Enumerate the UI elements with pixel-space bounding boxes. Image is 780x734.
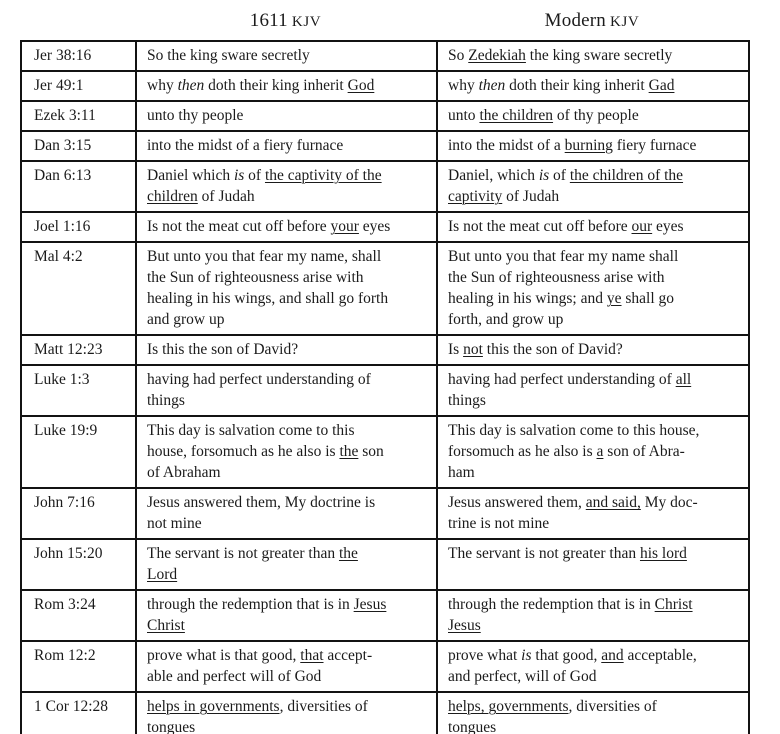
text-line — [448, 594, 742, 615]
table-row — [21, 242, 749, 335]
text-line — [448, 105, 742, 126]
table-row — [21, 161, 749, 212]
text-segment: trine is not mine — [448, 515, 550, 532]
text-segment: things — [448, 392, 486, 409]
text-segment: Gad — [648, 77, 675, 94]
text-segment: eyes — [652, 218, 684, 235]
text-segment: This day is salvation come to this — [147, 422, 355, 439]
text-line — [448, 309, 742, 330]
text-segment: tongues — [147, 719, 196, 734]
text-line — [147, 75, 430, 96]
text-segment: Zedekiah — [468, 47, 526, 64]
text-segment: and perfect, will of God — [448, 668, 597, 685]
text-segment: the children of the — [569, 167, 684, 184]
text-segment: through the redemption that is in — [448, 596, 655, 613]
text-line — [448, 441, 742, 462]
comparison-table — [20, 40, 750, 734]
text-line — [448, 492, 742, 513]
text-segment: why — [448, 77, 479, 94]
text-line — [448, 75, 742, 96]
text-segment: Daniel, which — [448, 167, 539, 184]
text-line — [147, 594, 430, 615]
header-modern-caps: KJV — [610, 14, 640, 30]
verse-ref: John 7:16 — [21, 488, 136, 539]
table-row — [21, 212, 749, 242]
text-line — [147, 135, 430, 156]
text-segment: the Sun of righteousness arise with — [147, 269, 364, 286]
table-row — [21, 590, 749, 641]
table-row — [21, 692, 749, 734]
text-segment: healing in his wings; and — [448, 290, 607, 307]
text-segment: Christ — [147, 617, 185, 634]
cell-1611 — [136, 41, 437, 71]
text-segment: son — [358, 443, 384, 460]
text-segment: of Abraham — [147, 464, 221, 481]
header-1611-main: 1611 — [249, 10, 288, 31]
text-line — [448, 339, 742, 360]
table-row — [21, 131, 749, 161]
text-segment: Jesus answered them, — [448, 494, 586, 511]
cell-1611 — [136, 416, 437, 488]
text-segment: burning — [564, 137, 613, 154]
cell-1611 — [136, 131, 437, 161]
text-segment: Lord — [147, 566, 178, 583]
text-line — [147, 717, 430, 734]
text-segment: is — [538, 167, 550, 184]
text-line — [147, 309, 430, 330]
text-segment: having had perfect understanding of — [147, 371, 371, 388]
text-segment: Is not the meat cut off before — [448, 218, 632, 235]
cell-modern — [437, 335, 749, 365]
document-page — [0, 10, 780, 734]
text-line — [448, 288, 742, 309]
text-segment: This day is salvation come to this house, — [448, 422, 700, 439]
text-line — [147, 390, 430, 411]
cell-modern — [437, 131, 749, 161]
text-segment: and said, — [585, 494, 641, 511]
table-row — [21, 101, 749, 131]
cell-1611 — [136, 590, 437, 641]
text-segment: God — [347, 77, 375, 94]
text-segment: is — [233, 167, 245, 184]
text-segment: unto thy people — [147, 107, 244, 124]
cell-modern — [437, 488, 749, 539]
text-segment: our — [631, 218, 653, 235]
text-segment: of Judah — [502, 188, 560, 205]
text-segment: doth their king inherit — [505, 77, 649, 94]
text-segment: of — [244, 167, 265, 184]
text-segment: of Judah — [197, 188, 255, 205]
text-segment: things — [147, 392, 185, 409]
text-segment: But unto you that fear my name shall — [448, 248, 679, 265]
verse-ref: Luke 1:3 — [21, 365, 136, 416]
text-segment: prove what — [448, 647, 522, 664]
text-line — [147, 513, 430, 534]
text-segment: , diversities of — [568, 698, 657, 715]
text-segment: Jesus answered them, My doctrine is — [147, 494, 376, 511]
verse-ref: Rom 3:24 — [21, 590, 136, 641]
text-segment: that good, — [531, 647, 602, 664]
text-segment: through the redemption that is in — [147, 596, 354, 613]
table-row — [21, 488, 749, 539]
text-segment: your — [330, 218, 359, 235]
header-modern-kjv — [436, 10, 748, 32]
cell-modern — [437, 692, 749, 734]
verse-ref: 1 Cor 12:28 — [21, 692, 136, 734]
text-line — [147, 267, 430, 288]
cell-modern — [437, 41, 749, 71]
text-line — [147, 105, 430, 126]
text-segment: My doc- — [640, 494, 698, 511]
cell-modern — [437, 365, 749, 416]
text-line — [147, 462, 430, 483]
text-segment: Christ — [654, 596, 693, 613]
table-body — [21, 41, 749, 734]
text-segment: ham — [448, 464, 475, 481]
table-row — [21, 365, 749, 416]
text-line — [448, 645, 742, 666]
text-segment: Is this the son of David? — [147, 341, 299, 358]
text-segment: the — [339, 443, 359, 460]
table-row — [21, 41, 749, 71]
cell-1611 — [136, 692, 437, 734]
text-line — [147, 369, 430, 390]
cell-1611 — [136, 488, 437, 539]
cell-modern — [437, 212, 749, 242]
text-line — [448, 369, 742, 390]
text-segment: fiery furnace — [612, 137, 697, 154]
header-1611-caps: KJV — [291, 14, 322, 30]
text-line — [147, 216, 430, 237]
text-segment: all — [675, 371, 692, 388]
table-row — [21, 335, 749, 365]
verse-ref: Rom 12:2 — [21, 641, 136, 692]
text-line — [448, 696, 742, 717]
text-line — [448, 216, 742, 237]
text-line — [448, 186, 742, 207]
cell-modern — [437, 71, 749, 101]
text-segment: the children — [479, 107, 554, 124]
text-segment: But unto you that fear my name, shall — [147, 248, 382, 265]
cell-modern — [437, 641, 749, 692]
text-segment: Jesus — [353, 596, 387, 613]
text-segment: why — [147, 77, 178, 94]
text-segment: and grow up — [147, 311, 225, 328]
text-segment: So the king sware secretly — [147, 47, 310, 64]
text-segment: helps in governments — [147, 698, 280, 715]
text-line — [147, 45, 430, 66]
cell-1611 — [136, 71, 437, 101]
text-segment: acceptable, — [623, 647, 697, 664]
cell-modern — [437, 416, 749, 488]
text-line — [448, 135, 742, 156]
text-segment: eyes — [358, 218, 391, 235]
text-segment: accept- — [323, 647, 373, 664]
text-segment: The servant is not greater than — [147, 545, 339, 562]
cell-modern — [437, 590, 749, 641]
text-segment: children — [147, 188, 198, 205]
text-segment: healing in his wings, and shall go forth — [147, 290, 389, 307]
verse-ref: Matt 12:23 — [21, 335, 136, 365]
text-line — [448, 45, 742, 66]
text-line — [448, 717, 742, 734]
text-line — [147, 492, 430, 513]
table-row — [21, 641, 749, 692]
text-line — [147, 186, 430, 207]
text-line — [448, 615, 742, 636]
text-segment: Daniel which — [147, 167, 234, 184]
verse-ref: Jer 49:1 — [21, 71, 136, 101]
text-segment: and — [601, 647, 624, 664]
text-segment: the captivity of the — [264, 167, 382, 184]
text-segment: tongues — [448, 719, 497, 734]
text-segment: is — [521, 647, 532, 664]
text-segment: ye — [606, 290, 622, 307]
text-segment: forth, and grow up — [448, 311, 564, 328]
text-line — [448, 267, 742, 288]
text-line — [147, 420, 430, 441]
text-line — [448, 165, 742, 186]
text-line — [147, 339, 430, 360]
verse-ref: Dan 6:13 — [21, 161, 136, 212]
text-segment: able and perfect will of God — [147, 668, 322, 685]
text-segment: having had perfect understanding of — [448, 371, 676, 388]
verse-ref: John 15:20 — [21, 539, 136, 590]
text-segment: a — [596, 443, 604, 460]
text-segment: , diversities of — [279, 698, 368, 715]
text-segment: house, forsomuch as he also is — [147, 443, 340, 460]
text-line — [147, 645, 430, 666]
text-segment: this the son of David? — [482, 341, 623, 358]
cell-modern — [437, 101, 749, 131]
text-segment: the — [338, 545, 358, 562]
cell-modern — [437, 161, 749, 212]
verse-ref: Mal 4:2 — [21, 242, 136, 335]
cell-modern — [437, 539, 749, 590]
text-segment: Is not the meat cut off before — [147, 218, 331, 235]
text-segment: The servant is not greater than — [448, 545, 640, 562]
text-segment: then — [177, 77, 205, 94]
text-segment: of — [549, 167, 570, 184]
text-segment: doth their king inherit — [204, 77, 348, 94]
text-segment: into the midst of a fiery furnace — [147, 137, 344, 154]
column-headers — [20, 10, 748, 32]
header-1611-kjv — [135, 10, 436, 32]
cell-1611 — [136, 365, 437, 416]
verse-ref: Luke 19:9 — [21, 416, 136, 488]
verse-ref: Ezek 3:11 — [21, 101, 136, 131]
text-segment: forsomuch as he also is — [448, 443, 597, 460]
text-segment: prove what is that good, — [147, 647, 301, 664]
text-segment: the king sware secretly — [525, 47, 673, 64]
text-line — [448, 390, 742, 411]
text-line — [448, 666, 742, 687]
cell-1611 — [136, 539, 437, 590]
text-line — [147, 666, 430, 687]
cell-1611 — [136, 101, 437, 131]
verse-ref: Dan 3:15 — [21, 131, 136, 161]
text-line — [147, 615, 430, 636]
cell-1611 — [136, 641, 437, 692]
text-segment: unto — [448, 107, 480, 124]
text-segment: Is — [448, 341, 464, 358]
cell-1611 — [136, 161, 437, 212]
cell-1611 — [136, 335, 437, 365]
text-segment: not mine — [147, 515, 202, 532]
text-segment: that — [300, 647, 324, 664]
text-line — [147, 564, 430, 585]
text-segment: So — [448, 47, 469, 64]
cell-modern — [437, 242, 749, 335]
text-segment: shall go — [621, 290, 675, 307]
text-segment: of thy people — [553, 107, 639, 124]
cell-1611 — [136, 242, 437, 335]
text-line — [147, 246, 430, 267]
verse-ref: Jer 38:16 — [21, 41, 136, 71]
header-modern-main: Modern — [544, 10, 607, 31]
text-line — [147, 543, 430, 564]
table-row — [21, 539, 749, 590]
text-segment: helps, governments — [448, 698, 569, 715]
text-line — [448, 246, 742, 267]
text-line — [448, 513, 742, 534]
text-line — [147, 696, 430, 717]
text-segment: captivity — [448, 188, 503, 205]
text-segment: Jesus — [448, 617, 481, 634]
text-line — [448, 420, 742, 441]
text-segment: not — [463, 341, 483, 358]
cell-1611 — [136, 212, 437, 242]
text-segment: the Sun of righteousness arise with — [448, 269, 665, 286]
text-line — [147, 165, 430, 186]
table-row — [21, 71, 749, 101]
text-segment: son of Abra- — [603, 443, 685, 460]
text-segment: into the midst of a — [448, 137, 565, 154]
text-line — [147, 288, 430, 309]
text-line — [448, 462, 742, 483]
text-line — [147, 441, 430, 462]
verse-ref: Joel 1:16 — [21, 212, 136, 242]
table-row — [21, 416, 749, 488]
text-line — [448, 543, 742, 564]
text-segment: his lord — [639, 545, 687, 562]
text-segment: then — [478, 77, 506, 94]
